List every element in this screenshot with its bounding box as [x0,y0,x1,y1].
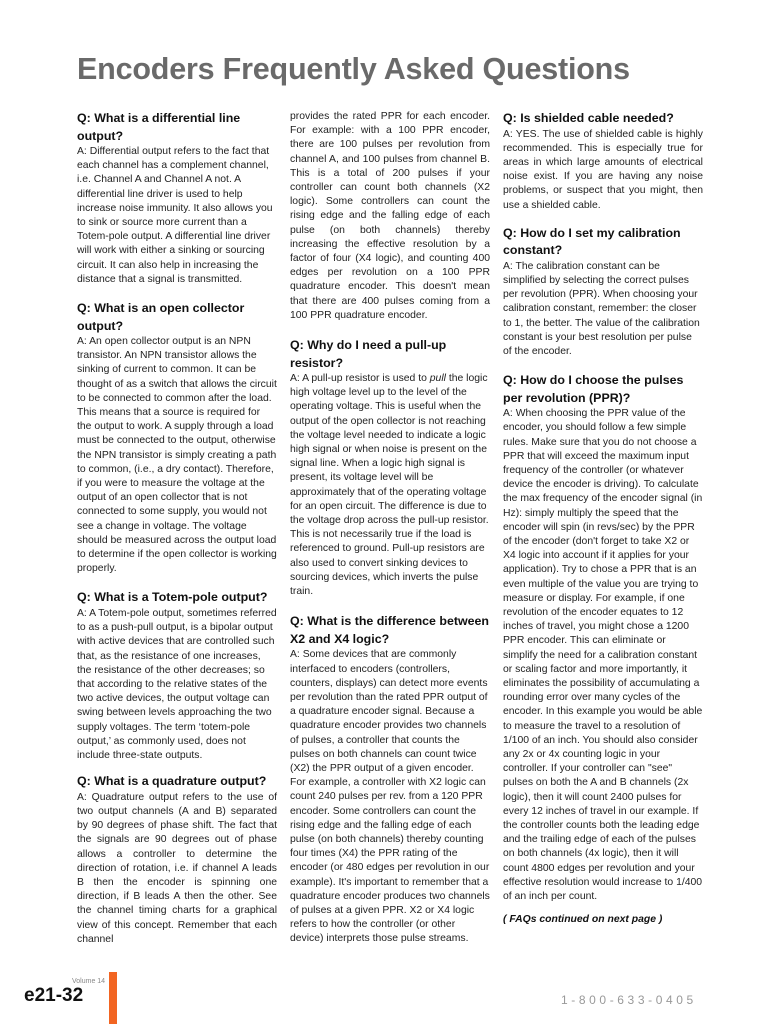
faq-answer: A: Differential output refers to the fact that each channel has a complement channel, i.e. Channel A and Channel A not. A differential line driver is used to help increase noise immunity. It also allows you to sink or source more current than a Totem-pole output. A differential line driver will work with either a sinking or sourcing circuit. It can also help in increasing the distance that a signal is transmitted. [77,146,273,285]
faq-answer: A: YES. The use of shielded cable is highly recommended. This is especially true for areas in which large amounts of electrical noise exist. If you are having any noise problems, or suspect that you might, then use a shielded cable. [503,128,703,211]
faq-answer-part-1: A: Quadrature output refers to the use of two output channels (A and B) separated by 90 degrees of phase shift. The fact that the signals are 90 degrees out of phase allows a controller to determine the direction of rotation, i.e. if channel A leads B then the encoder is spinning one direction, if B leads A then the other. See the channel timing charts for a graphical view of this concept. Remember that each channel [77,791,277,945]
faq-column-2 [290,110,490,957]
faq-question: Q: What is an open collector output? [77,301,245,333]
faq-question: Q: How do I choose the pulses per revolution (PPR)? [503,373,684,405]
faq-answer: A: A pull-up resistor is used to pull the logic high voltage level up to the level of the operating voltage. This is useful when the output of the open collector is not reaching the voltage level needed to indicate a logic high signal or when noise is present on the signal line. When a logic high signal is present, its voltage level will be approximately that of the operating voltage for an open circuit. The difference is due to the voltage drop across the pull-up resistor. This is not necessarily true if the load is referenced to ground. Pull-up resistors are also used to convert sinking devices to sourcing devices, which inverts the pulse train. [290,373,489,598]
faq-column-3 [503,110,703,925]
faq-question: Q: Is shielded cable needed? [503,111,674,125]
faq-answer: A: A Totem-pole output, sometimes referred to as a push-pull output, is a bipolar output with active devices that are controlled such that, as the resistance of one increases, the resistance of the other decreases; so that according to the relative states of the two active devices, the output voltage can swing between levels approaching the two supply voltages. The term ‘totem-pole output,’ as commonly used, does not include three-state outputs. [77,607,277,762]
faq-column-1 [77,110,277,957]
faq-answer: A: Some devices that are commonly interfaced to encoders (controllers, counters, displays) can detect more events per revolution than the rated PPR output of a quadrature encoder signal. Because a quadrature encoder provides two channels of pulses, a controller that counts the pulses on both channels can count twice (X2) the PPR output of a given encoder. For example, a controller with X2 logic can count 240 pulses per rev. from a 120 PPR encoder. Some controllers can count the rising edge and the falling edge of each pulse (on both channels) thereby counting four times (X4) the PPR rating of the encoder (or 480 edges per revolution in our example). It's important to remember that a quadrature encoder produces two channels of pulses at a given PPR. X2 or X4 logic refers to how the controller (or other device) interprets those pulse streams. [290,649,490,945]
phone-number: 1-800-633-0405 [561,993,697,1007]
volume-label: Volume 14 [72,978,106,985]
faq-question: Q: What is the difference between X2 and X4 logic? [290,614,489,646]
faq-answer: A: An open collector output is an NPN transistor. An NPN transistor allows the sinking of current to common. It can be thought of as a switch that allows the circuit to be connected to common after the load. This means that a source is required for the output to work. A supply through a load must be connected to the output, otherwise the NPN transistor is simply creating a path to common, (i.e., a dry contact). Therefore, if you were to measure the voltage at the output of an open collector that is not connected to some supply, you would not see a change in voltage. The voltage should be measured across the output load to determine if the open collector is working properly. [77,336,277,575]
continued-note: ( FAQs continued on next page ) [503,914,663,926]
accent-bar [109,972,117,1024]
page-title: Encoders Frequently Asked Questions [77,52,630,86]
faq-answer: A: The calibration constant can be simplified by selecting the correct pulses per revolution (PPR). When choosing your calibration constant, remember: the closer to 1, the better. The value of the calibration constant is your best resolution per pulse of the encoder. [503,260,700,357]
faq-question: Q: What is a quadrature output? [77,774,267,789]
faq-question: Q: How do I set my calibration constant? [503,225,681,258]
faq-question: Q: What is a Totem-pole output? [77,590,268,605]
faq-answer-part-2: provides the rated PPR for each encoder. For example: with a 100 PPR encoder, there are 100 pulses per revolution from channel A, and 100 pulses from channel B. This is a total of 200 pulses if your controller can count both channels (X2 logic). Some controllers can count the rising edge and the falling edge of each pulse (on both channels) thereby increasing the effective resolution by a factor of four (X4 logic), and counting 400 edges per revolution on a 100 PPR quadrature encoder. This doesn't mean that there are 400 pulses coming from a 100 PPR quadrature encoder. [290,111,490,321]
faq-question: Q: Why do I need a pull-up resistor? [290,338,447,370]
page-number: e21-32 [24,985,84,1006]
faq-answer: A: When choosing the PPR value of the encoder, you should follow a few simple rules. Make sure that you do not choose a PPR that will exceed the maximum input frequency of the controller (or whatever device the encoder is driving). To calculate the max frequency of the encoder signal (in Hz): simply multiply the speed that the encoder will spin (in revs/sec) by the PPR of the encoder (don't forget to take X2 or X4 logic into account if it applies for your application). Try to chose a PPR that is an even multiple of the value you are trying to measure or display. For example, if one revolution of the encoder equates to 12 inches of travel, you might chose a 1200 PPR encoder. This can eliminate or simplify the need for a calibration constant or scaling factor and more importantly, it eliminates the possibility of accumulating a rounding error over many cycles of the encoder. In this example you would be able to measure the travel to a resolution of 1/100 of an inch. You should also consider any 2x or 4x counting logic in your controller. If your controller can "see" pulses on both the A and B channels (2x logic), then it will count 2400 pulses for every 12 inches of travel in our example. If the controller counts both the leading edge and the trailing edge of each of the pulses on both channels (4x logic), then it will count 4800 edges per revolution and your effective resolution would increase to 1/400 of an inch per count. [503,408,703,903]
faq-question: Q: What is a differential line output? [77,111,241,143]
